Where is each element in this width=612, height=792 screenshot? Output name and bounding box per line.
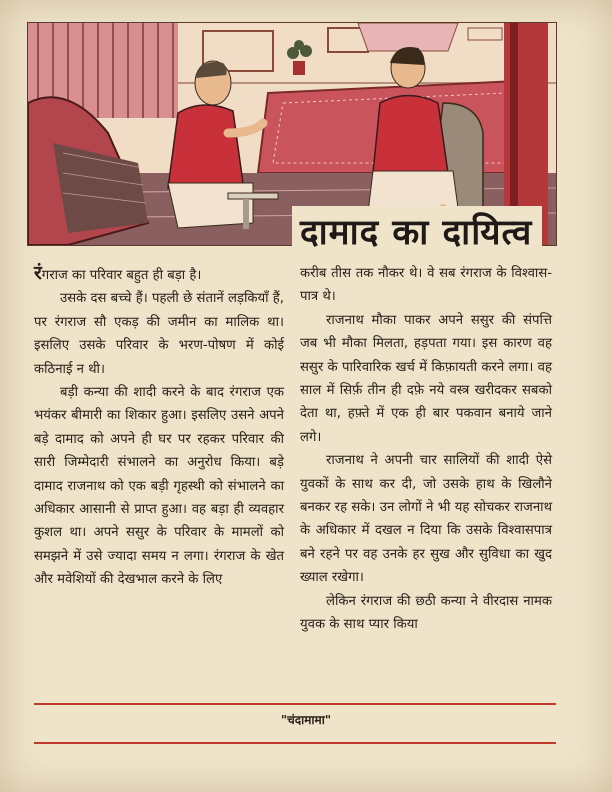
paragraph: लेकिन रंगराज की छठी कन्या ने वीरदास नामक युवक के साथ प्यार किया — [300, 593, 552, 633]
drop-cap: रं — [34, 262, 42, 284]
text-column-right — [300, 262, 552, 637]
paragraph — [34, 262, 284, 287]
paragraph: करीब तीस तक नौकर थे। वे सब रंगराज के विश्वास-पात्र थे। — [300, 266, 552, 305]
paragraph: उसके दस बच्चे हैं। पहली छे संतानें लड़कियाँ हैं, पर रंगराज सौ एकड़ की जमीन का मालिक था। इसलिए उसके परिवार के भरण-पोषण में कोई कठिनाई न थी। — [34, 291, 284, 377]
text-column-left — [34, 262, 284, 592]
paragraph: राजनाथ ने अपनी चार सालियों की शादी ऐसे युवकों के साथ कर दी, जो उसके हाथ के खिलौने बनकर रह सके। उन लोगों ने भी यह सोचकर राजनाथ के अधिकार में दखल न दिया कि उसके विश्वासपात्र बने रहने पर वह उनके हर सुख और सुविधा का खुद ख्याल रखेगा। — [300, 453, 552, 586]
footer-magazine-name: "चंदामामा" — [280, 713, 332, 727]
footer-rule-top — [34, 703, 556, 705]
paragraph: राजनाथ मौका पाकर अपने ससुर की संपत्ति जब भी मौका मिलता, हड़पता गया। इस कारण वह ससुर के पारिवारिक खर्च में किफ़ायती करने लगा। वह साल में सिर्फ़ तीन ही दफ़े नये वस्त्र खरीदकर सबको देता था, हफ़्ते में एक ही बार पकवान बनाये जाने लगे। — [300, 312, 552, 445]
footer-rule-bottom — [34, 742, 556, 744]
story-title: दामाद का दायित्व — [292, 206, 542, 255]
paragraph-text: गराज का परिवार बहुत ही बड़ा है। — [41, 268, 202, 283]
paragraph: बड़ी कन्या की शादी करने के बाद रंगराज एक भयंकर बीमारी का शिकार हुआ। इसलिए उसने अपने बड़े दामाद को अपने ही घर पर रहकर परिवार की सारी जिम्मेदारी संभालने का अनुरोध किया। बड़े दामाद राजनाथ को एक बड़ी गृहस्थी को संभालने का अधिकार आसानी से प्राप्त हुआ। वह बड़ा ही व्यवहार कुशल था। अपने ससुर के परिवार के मामलों को समझने में उसे ज्यादा समय न लगा। रंगराज के खेत और मवेशियों की देखभाल करने के लिए — [34, 385, 284, 588]
